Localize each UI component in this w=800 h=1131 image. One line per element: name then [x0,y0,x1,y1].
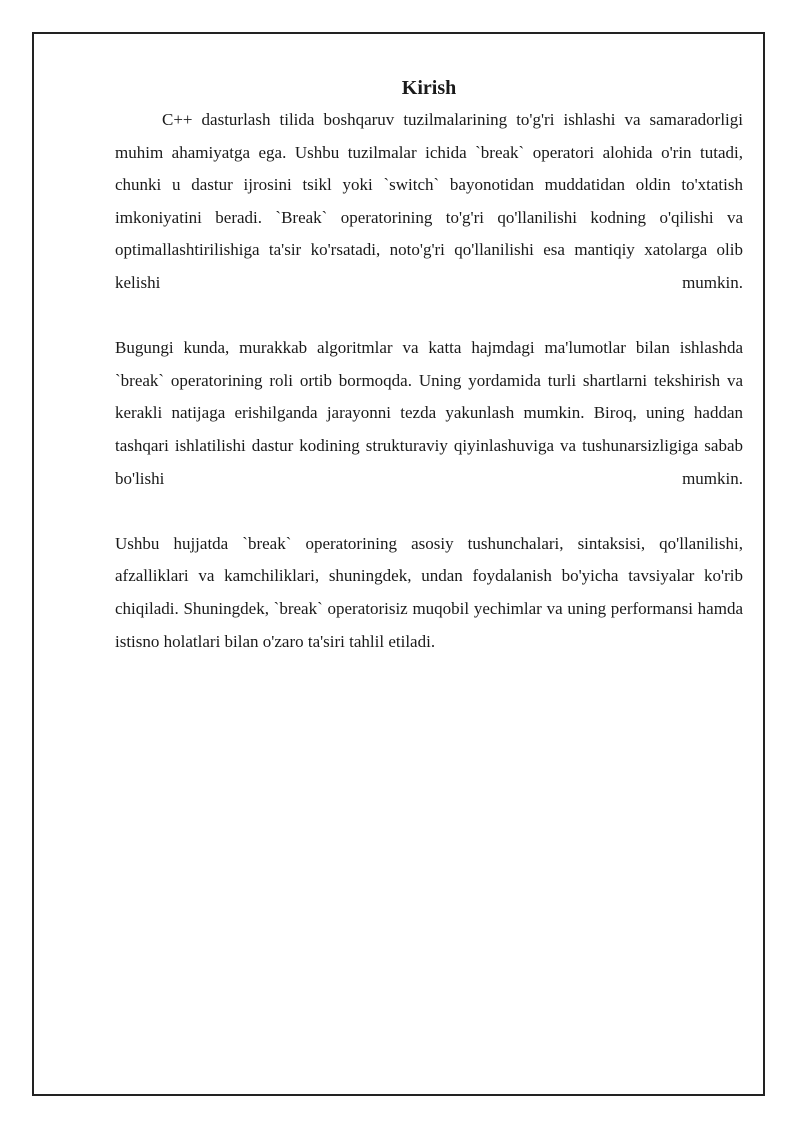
paragraph-usage: Bugungi kunda, murakkab algoritmlar va katta hajmdagi ma'lumotlar bilan ishlashda `break` operatorining roli ortib bormoqda. Uning yordamida turli shartlarni tekshirish va kerakli natijaga erishilganda jarayonni tezda yakunlash mumkin. Biroq, uning haddan tashqari ishlatilishi dastur kodining strukturaviy qiyinlashuviga va tushunarsizligiga sabab bo'lishi mumkin. [115,338,743,488]
paragraph-scope: Ushbu hujjatda `break` operatorining asosiy tushunchalari, sintaksisi, qo'llanilishi, afzalliklari va kamchiliklari, shuningdek, undan foydalanish bo'yicha tavsiyalar ko'rib chiqiladi. Shuningdek, `break` operatorisiz muqobil yechimlar va uning performansi hamda istisno holatlari bilan o'zaro ta'siri tahlil etiladi. [115,533,743,651]
paragraph-spacer [115,300,743,333]
document-title: Kirish [401,77,457,99]
paragraph-spacer [115,495,743,528]
document-body [115,72,743,658]
paragraph-intro: C++ dasturlash tilida boshqaruv tuzilmalarining to'g'ri ishlashi va samaradorligi muhim ahamiyatga ega. Ushbu tuzilmalar ichida `break` operatori alohida o'rin tutadi, chunki u dastur ijrosini tsikl yoki `switch` bayonotidan muddatidan oldin to'xtatish imkoniyatini beradi. `Break` operatorining to'g'ri qo'llanilishi kodning o'qilishi va optimallashtirilishiga ta'sir ko'rsatadi, noto'g'ri qo'llanilishi esa mantiqiy xatolarga olib kelishi mumkin. [115,110,743,292]
